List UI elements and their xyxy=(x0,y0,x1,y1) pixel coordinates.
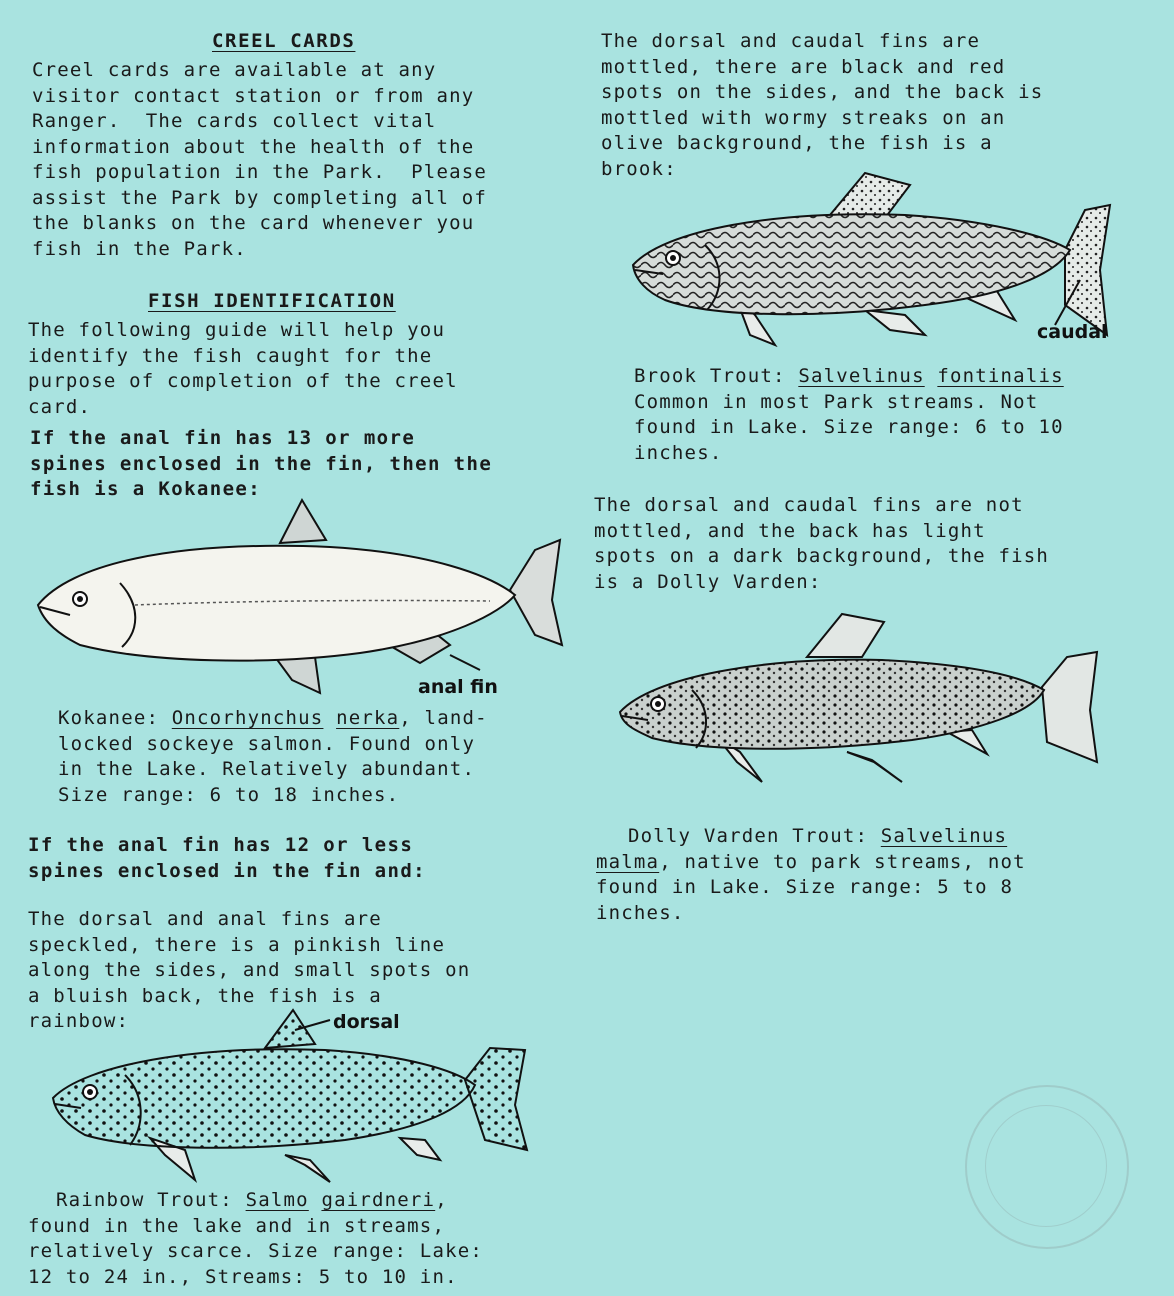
rainbow-caption xyxy=(28,1188,483,1290)
dorsal-label: dorsal xyxy=(333,1011,400,1033)
creel-cards-heading: CREEL CARDS xyxy=(212,30,356,52)
brook-name: Brook Trout: xyxy=(634,365,799,387)
rainbow-name: Rainbow Trout: xyxy=(56,1189,246,1211)
brook-illustration xyxy=(625,170,1135,360)
rainbow-caption-text: , found in the lake and in streams, relatively scarce. Size range: Lake: 12 to 24 in., Streams: 5 to 10 in. xyxy=(28,1189,484,1288)
kokanee-condition: If the anal fin has 13 or more spines enclosed in the fin, then the fish is a Kokanee: xyxy=(30,427,493,500)
brook-species: fontinalis xyxy=(937,365,1064,387)
kokanee-illustration xyxy=(30,495,575,700)
faded-park-seal xyxy=(965,1085,1129,1249)
kokanee-name: Kokanee: xyxy=(58,707,172,729)
kokanee-genus: Oncorhynchus xyxy=(171,707,324,729)
brook-caption xyxy=(634,364,1064,466)
rainbow-illustration xyxy=(45,1000,535,1190)
kokanee-species: nerka xyxy=(336,707,400,729)
dolly-genus: Salvelinus xyxy=(880,825,1008,847)
fish-identification-text: The following guide will help you identify the fish caught for the purpose of completion of the creel card. xyxy=(28,319,458,418)
dolly-species: malma xyxy=(596,850,660,873)
twelve-spines-condition: If the anal fin has 12 or less spines enclosed in the fin and: xyxy=(28,834,427,882)
brook-caption-text: Common in most Park streams. Not found in Lake. Size range: 6 to 10 inches. xyxy=(634,390,1064,464)
dolly-caption-text: , native to park streams, not found in Lake. Size range: 5 to 8 inches. xyxy=(596,850,1026,924)
rainbow-species: gairdneri xyxy=(321,1189,436,1211)
dolly-varden-illustration xyxy=(612,612,1107,792)
rainbow-description: The dorsal and anal fins are speckled, there is a pinkish line along the sides, and small spots on a bluish back, the fish is a rainbow: xyxy=(28,908,471,1032)
brook-description: The dorsal and caudal fins are mottled, there are black and red spots on the sides, and the back is mottled with wormy streaks on an olive background, the fish is a brook: xyxy=(601,30,1044,180)
anal-fin-label: anal fin xyxy=(418,676,498,698)
dolly-caption xyxy=(596,824,1026,926)
rainbow-genus: Salmo xyxy=(245,1189,309,1211)
brook-genus: Salvelinus xyxy=(798,365,925,387)
dolly-name: Dolly Varden Trout: xyxy=(628,825,881,847)
kokanee-caption-text: , land- locked sockeye salmon. Found only in the Lake. Relatively abundant. Size range: 6 to 18 inches. xyxy=(58,707,488,806)
creel-cards-text: Creel cards are available at any visitor contact station or from any Ranger. The cards collect vital information about the health of the fish population in the Park. Please assist the Park by completing all of the blanks on the card whenever you fish in the Park. xyxy=(32,59,488,260)
dolly-description: The dorsal and caudal fins are not mottled, and the back has light spots on a dark background, the fish is a Dolly Varden: xyxy=(594,494,1050,593)
kokanee-caption xyxy=(58,706,488,808)
fish-identification-heading: FISH IDENTIFICATION xyxy=(148,290,396,312)
caudal-label: caudal xyxy=(1037,321,1108,343)
